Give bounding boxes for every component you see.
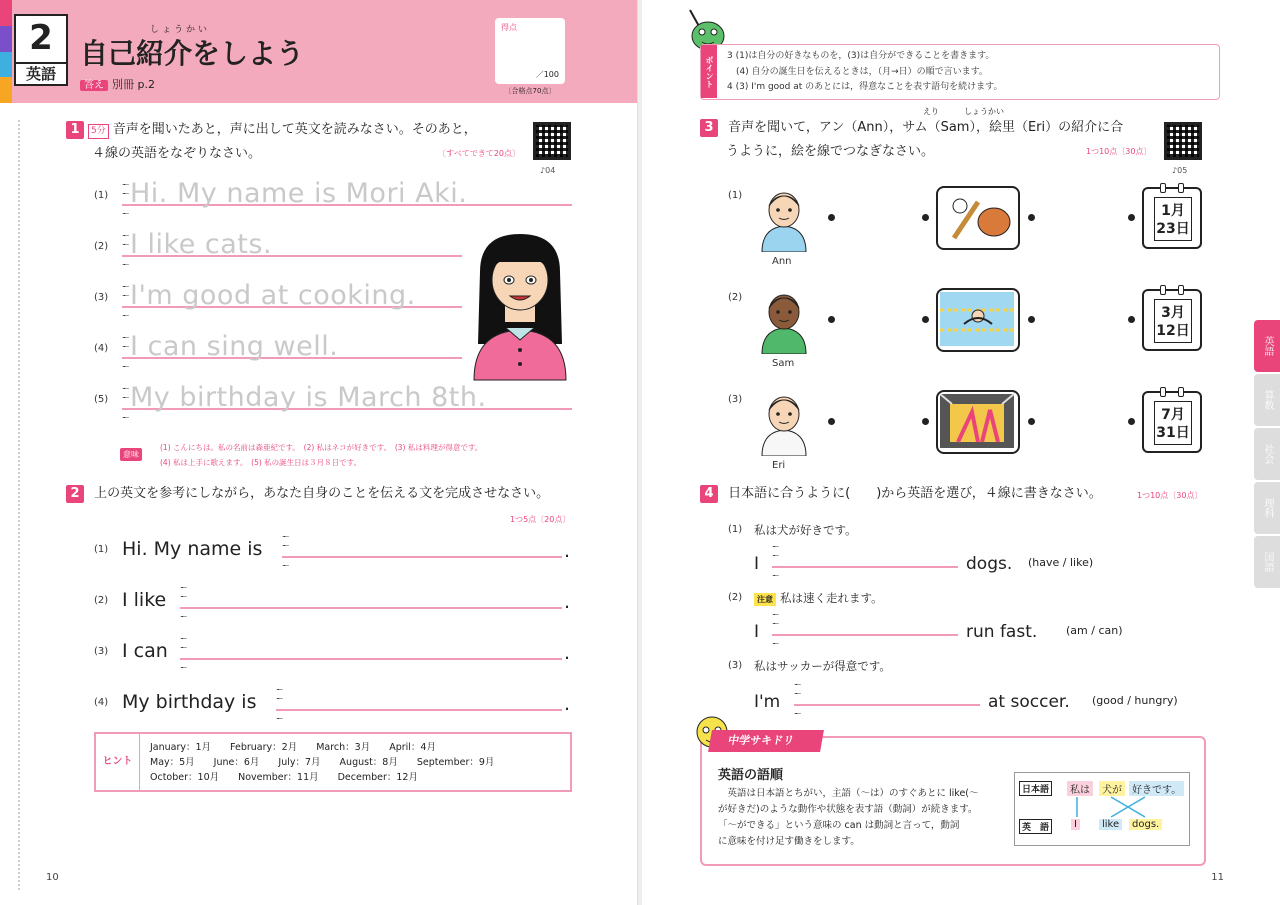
left-page (0, 0, 638, 905)
answer-page: 別冊 p.2 (112, 78, 155, 91)
q4-japanese (754, 590, 883, 606)
caution-tag: 注意 (754, 593, 776, 606)
q4-tail-words: run fast. (966, 622, 1038, 642)
rule-line (180, 587, 187, 588)
rule-line (772, 546, 779, 547)
stage-icon (938, 392, 1016, 450)
rule-line (276, 718, 283, 719)
q4-item-number: (2) (728, 592, 743, 603)
calendar-icon (1142, 187, 1202, 249)
diagram-jp-word-3: 好きです。 (1129, 781, 1184, 796)
calendar-date (1154, 197, 1192, 241)
q1-item-number: (5) (94, 394, 109, 405)
q2-prompt (66, 482, 606, 506)
column-banner: 中学サキドリ (708, 730, 824, 752)
connect-dot[interactable] (1028, 418, 1035, 425)
q1-time-tag: 5分 (88, 124, 109, 139)
calendar-icon (1142, 391, 1202, 453)
q1-item-number: (2) (94, 241, 109, 252)
period: . (564, 591, 571, 613)
qr-code-icon[interactable] (533, 122, 571, 160)
activity-picture (936, 186, 1020, 250)
hint-tag: ヒント (96, 734, 140, 790)
answer-tag: 答え (80, 80, 108, 91)
q1-text-line2: ４線の英語をなぞりなさい。 (92, 146, 262, 161)
q3-item-number: (2) (728, 292, 743, 303)
trace-text[interactable]: My birthday is March 8th. (130, 382, 487, 413)
rule-line (794, 684, 801, 685)
connect-dot[interactable] (922, 316, 929, 323)
q4-japanese-text: 私は犬が好きです。 (754, 523, 857, 537)
calendar-icon (1142, 289, 1202, 351)
q4-choices: (have / like) (1028, 556, 1094, 569)
rule-line (276, 689, 283, 690)
person-name: Sam (772, 358, 795, 369)
q1-track: ♪04 (540, 166, 556, 175)
rule-line (282, 565, 289, 566)
unit-number: 2 (29, 18, 53, 58)
diagram-en-word-2: like (1099, 819, 1122, 830)
qr-code-icon-right[interactable] (1164, 122, 1202, 160)
column-title: 英語の語順 (718, 768, 784, 783)
q3-item-number: (1) (728, 190, 743, 201)
q4-japanese (754, 658, 891, 674)
hint-text: January：1月 February：2月 March：3月 April：4月 May：5月 June：6月 July：7月 August：8月 September：9月 October：10月 November：11月 December：12月 (150, 742, 495, 783)
rule-line (122, 235, 129, 236)
subject-tab[interactable]: 算数 (1254, 374, 1280, 426)
q3-item-number: (3) (728, 394, 743, 405)
rule-line (122, 213, 129, 214)
rule-line (180, 658, 562, 660)
q4-prompt (700, 482, 1203, 506)
period: . (564, 693, 571, 715)
q4-japanese-text: 私は速く走れます。 (780, 591, 883, 605)
diagram-jp-tag: 日本語 (1019, 781, 1052, 796)
connect-dot[interactable] (828, 316, 835, 323)
hint-box (94, 732, 572, 792)
rule-line (276, 709, 562, 711)
rule-line (276, 698, 283, 699)
rule-line (772, 566, 958, 568)
subject-tab[interactable]: 英語 (1254, 320, 1280, 372)
q3-points: 1つ10点〔30点〕 (1086, 147, 1152, 156)
person-eri-icon (756, 390, 812, 456)
q4-lead-word: I'm (754, 692, 781, 712)
q4-tail-words: dogs. (966, 554, 1013, 574)
calendar-ring (1160, 387, 1166, 397)
calendar-ring (1160, 183, 1166, 193)
answer-four-line[interactable] (282, 536, 562, 566)
person-name: Eri (772, 460, 786, 471)
q2-lead-text: I can (122, 640, 168, 662)
calendar-ring (1178, 387, 1184, 397)
column-text: 英語は日本語とちがい，主語（～は）のすぐあとに like(～ が好きだ)のような動作や状態を表す語（動詞）が続きます。 「～ができる」という意味の can は動詞と言って，動詞 に意味を付け足す働きをします。 (718, 788, 979, 847)
rule-line (122, 193, 129, 194)
answer-four-line[interactable] (180, 587, 562, 617)
connect-dot[interactable] (922, 418, 929, 425)
trace-text[interactable]: I can sing well. (130, 331, 339, 362)
answer-reference (80, 76, 155, 92)
unit-subject: 英語 (16, 62, 66, 84)
person-ann-icon (756, 186, 812, 252)
answer-four-line[interactable] (794, 684, 980, 714)
q2-points: 1つ5点〔20点〕 (510, 515, 571, 524)
rule-line (772, 623, 779, 624)
trace-text[interactable]: I'm good at cooking. (130, 280, 416, 311)
baseball-icon (938, 188, 1016, 246)
rule-line (122, 337, 129, 338)
calendar-month: 7月 (1161, 407, 1185, 423)
rule-line (122, 417, 129, 418)
point-tag: ポイント (701, 45, 717, 98)
rule-line (180, 607, 562, 609)
q1-item-number: (3) (94, 292, 109, 303)
rule-line (122, 397, 129, 398)
q4-japanese (754, 522, 857, 538)
answer-four-line[interactable] (772, 614, 958, 644)
q4-choices: (am / can) (1066, 624, 1123, 637)
subject-tab[interactable]: 国語 (1254, 536, 1280, 588)
right-page (642, 0, 1280, 905)
connect-dot[interactable] (1028, 316, 1035, 323)
q3-number: 3 (700, 119, 718, 137)
calendar-day: 23日 (1156, 221, 1190, 237)
score-box[interactable] (495, 18, 565, 84)
trace-text[interactable]: I like cats. (130, 229, 273, 260)
q2-item-number: (3) (94, 646, 109, 657)
meaning-line2: (4) 私は上手に歌えます。 (5) 私の誕生日は３月８日です。 (160, 458, 362, 467)
person-name: Ann (772, 256, 792, 267)
q4-choices: (good / hungry) (1092, 694, 1178, 707)
q4-lead-word: I (754, 554, 760, 574)
calendar-ring (1178, 285, 1184, 295)
calendar-day: 31日 (1156, 425, 1190, 441)
activity-picture (936, 288, 1020, 352)
q4-item-number: (1) (728, 524, 743, 535)
subject-tab[interactable]: 理科 (1254, 482, 1280, 534)
connect-dot[interactable] (828, 418, 835, 425)
calendar-month: 1月 (1161, 203, 1185, 219)
q3-text-line2: うように，絵を線でつなぎなさい。 (726, 144, 935, 159)
diagram-arrows-icon (1015, 773, 1191, 847)
diagram-en-word-1: I (1071, 819, 1080, 830)
answer-four-line[interactable] (276, 689, 562, 719)
q4-points: 1つ10点〔30点〕 (1137, 491, 1203, 500)
q3-ruby-shoukai: しょうかい (964, 107, 1004, 116)
calendar-day: 12日 (1156, 323, 1190, 339)
rule-line (772, 634, 958, 636)
connect-dot[interactable] (922, 214, 929, 221)
rule-line (122, 286, 129, 287)
unit-badge (14, 14, 68, 86)
connect-dot[interactable] (1128, 316, 1135, 323)
rule-line (772, 575, 779, 576)
meaning-text (160, 440, 600, 470)
rule-line (794, 693, 801, 694)
period: . (564, 642, 571, 664)
rule-line (122, 346, 129, 347)
answer-four-line[interactable] (180, 638, 562, 668)
rule-line (122, 184, 129, 185)
q3-text-line1: 音声を聞いて，アン（Ann），サム（Sam），絵里（Eri）の紹介に合 (728, 120, 1124, 135)
rule-line (180, 647, 187, 648)
rule-line (794, 704, 980, 706)
q4-lead-word: I (754, 622, 760, 642)
q3-ruby-eri: えり (923, 107, 939, 116)
rule-line (772, 614, 779, 615)
rule-line (180, 596, 187, 597)
rule-line (122, 244, 129, 245)
trace-text[interactable]: Hi. My name is Mori Aki. (130, 178, 468, 209)
pass-score: 〔合格点70点〕 (504, 87, 556, 95)
page-number-right: 11 (1211, 872, 1224, 883)
word-order-diagram (1014, 772, 1190, 846)
rule-line (282, 536, 289, 537)
rule-line (772, 643, 779, 644)
unit-header (0, 0, 638, 103)
score-max: ／100 (535, 70, 559, 79)
connect-dot[interactable] (1128, 418, 1135, 425)
rule-line (122, 388, 129, 389)
connect-dot[interactable] (1028, 214, 1035, 221)
q2-item-number: (4) (94, 697, 109, 708)
page-title: 自己紹介をしよう (80, 37, 305, 70)
q2-item-number: (1) (94, 544, 109, 555)
rule-line (122, 366, 129, 367)
rule-line (282, 545, 289, 546)
subject-tabs (1254, 320, 1280, 590)
q1-number: 1 (66, 121, 84, 139)
calendar-date (1154, 401, 1192, 445)
calendar-date (1154, 299, 1192, 343)
q2-item-number: (2) (94, 595, 109, 606)
rule-line (772, 555, 779, 556)
point-text: 3 (1)は自分の好きなものを，(3)は自分ができることを書きます。 (4) 自分の誕生日を伝えるときは，（月→日）の順で言います。 4 (3) I'm good at のあとには，得意なことを表す語句を続けます。 (727, 51, 1003, 92)
diagram-jp-word-1: 私は (1067, 781, 1093, 796)
diagram-en-word-3: dogs. (1129, 819, 1162, 830)
q2-lead-text: I like (122, 589, 167, 611)
page-number-left: 10 (46, 872, 59, 883)
q2-number: 2 (66, 485, 84, 503)
rule-line (180, 638, 187, 639)
connect-dot[interactable] (1128, 214, 1135, 221)
rule-line (282, 556, 562, 558)
meaning-line1: (1) こんにちは。私の名前は森亜紀です。 (2) 私はネコが好きです。 (3) 私は料理が得意です。 (160, 443, 483, 452)
rule-line (180, 667, 187, 668)
q1-points: 〔すべてできて20点〕 (438, 149, 521, 158)
q4-japanese-text: 私はサッカーが得意です。 (754, 659, 891, 673)
title-ruby: しょうかい (150, 25, 211, 35)
q4-tail-words: at soccer. (988, 692, 1070, 712)
diagram-jp-word-2: 犬が (1099, 781, 1125, 796)
answer-four-line[interactable] (772, 546, 958, 576)
rule-line (122, 295, 129, 296)
calendar-month: 3月 (1161, 305, 1185, 321)
q1-item-number: (1) (94, 190, 109, 201)
meaning-tag: 意味 (120, 448, 142, 461)
subject-tab[interactable]: 社会 (1254, 428, 1280, 480)
point-box (700, 44, 1220, 100)
person-sam-icon (756, 288, 812, 354)
rule-line (122, 264, 129, 265)
rule-line (122, 315, 129, 316)
rule-line (180, 616, 187, 617)
q1-item-number: (4) (94, 343, 109, 354)
period: . (564, 540, 571, 562)
binding-dots (18, 120, 20, 890)
girl-illustration-icon (470, 232, 570, 382)
diagram-en-tag: 英 語 (1019, 819, 1052, 834)
q3-track: ♪05 (1172, 166, 1188, 175)
color-stripes (0, 0, 12, 103)
q1-text-line1: 音声を聞いたあと，声に出して英文を読みなさい。そのあと， (112, 122, 477, 137)
score-label: 得点 (501, 23, 517, 32)
q4-item-number: (3) (728, 660, 743, 671)
q2-text: 上の英文を参考にしながら，あなた自身のことを伝える文を完成させなさい。 (94, 486, 550, 501)
activity-picture (936, 390, 1020, 454)
q2-lead-text: Hi. My name is (122, 538, 263, 560)
connect-dot[interactable] (828, 214, 835, 221)
q2-lead-text: My birthday is (122, 691, 257, 713)
q4-number: 4 (700, 485, 718, 503)
rule-line (794, 713, 801, 714)
calendar-ring (1178, 183, 1184, 193)
calendar-ring (1160, 285, 1166, 295)
q4-text: 日本語に合うように( )から英語を選び，４線に書きなさい。 (728, 486, 1102, 501)
swimming-icon (938, 290, 1016, 348)
